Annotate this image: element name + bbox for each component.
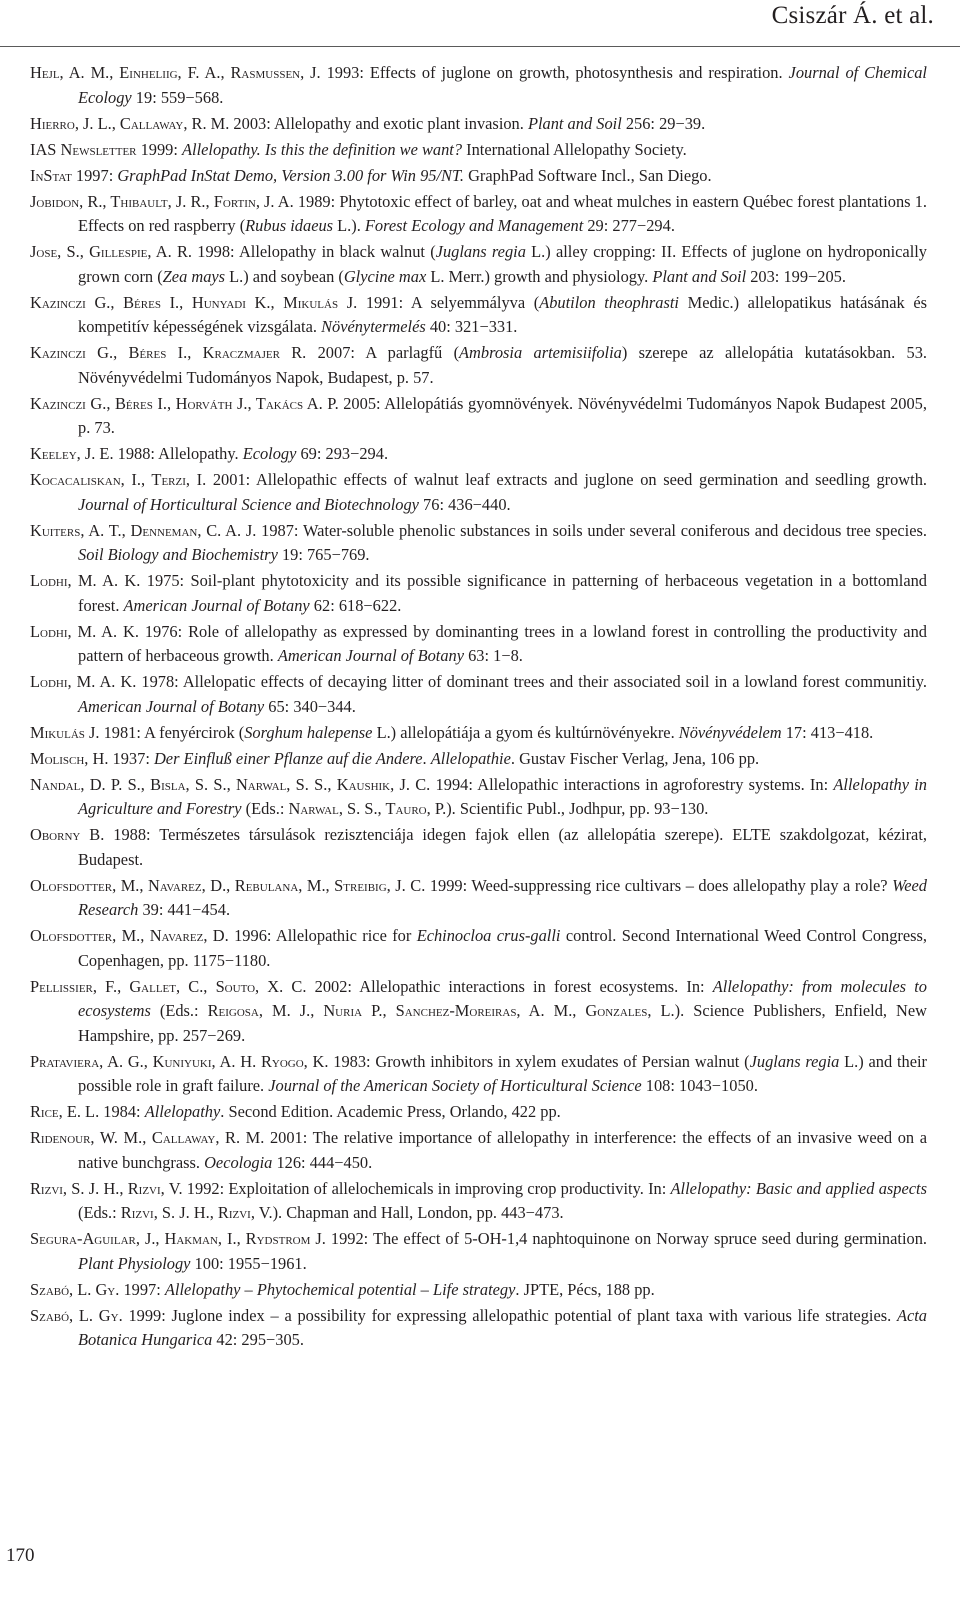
reference-text: 17: 413−418. [781,722,874,742]
reference-text: 2003: Allelopathy and exotic plant invasion. [229,113,528,133]
reference-text: L.). [333,216,365,235]
reference-text: . Gustav Fischer Verlag, Jena, 106 pp. [510,748,760,768]
reference-authors: Kocacaliskan, I., Terzi, I. [30,470,207,489]
reference-entry [30,164,927,189]
reference-italic: Weed Research [78,875,928,919]
reference-text: 203: 199−205. [746,266,846,286]
reference-text: 1994: Allelopathic interactions in agroforestry systems. In: [430,774,834,794]
reference-text: 1991: A selyemmályva ( [357,292,540,312]
reference-entry [30,874,927,923]
reference-italic: Allelopathy – Phytochemical potential – Life strategy [164,1279,516,1299]
reference-entry [30,620,927,669]
reference-authors: IAS Newsletter [30,139,137,159]
reference-text: 39: 441−454. [138,900,231,919]
reference-text: L. Merr.) growth and physiology. [426,266,653,286]
reference-authors: Kuiters, A. T., Denneman, C. A. J. [30,520,257,540]
reference-authors: Olofsdotter, M., Navarez, D., Rebulana, M., Streibig, J. C. [30,875,426,895]
reference-italic: Ecology [242,444,297,463]
reference-authors: Rice, E. L. [30,1102,100,1121]
reference-list [30,61,927,1354]
reference-text: 1998: Allelopathy in black walnut ( [192,242,436,261]
reference-text: 2001: The relative importance of allelopathy in interference: the effects of an invasive weed on a native bunchgrass. [78,1128,927,1172]
reference-entry [30,670,927,719]
reference-entry [30,240,927,289]
reference-authors: Ridenour, W. M., Callaway, R. M. [30,1128,265,1147]
reference-entry [30,1227,927,1276]
reference-authors: Kazinczi G., Béres I., Hunyadi K., Mikulás J. [30,292,358,312]
reference-text: 100: 1955−1961. [190,1253,307,1273]
reference-text: L.) allelopátiája a gyom és kultúrnövényekre. [372,722,679,742]
reference-text: 108: 1043−1050. [641,1076,758,1095]
reference-text: . JPTE, Pécs, 188 pp. [515,1279,655,1299]
reference-italic: Allelopathy: Basic and applied aspects [670,1178,927,1198]
reference-text: 40: 321−331. [425,317,518,336]
reference-authors: Szabó, L. Gy. [30,1279,120,1299]
reference-italic: American Journal of Botany [277,646,464,665]
reference-text: 1975: Soil-plant phytotoxicity and its possible significance in patterning of herbaceous vegetation in a bottomland forest. [78,571,927,615]
reference-text: . Second Edition. Academic Press, Orlando, 422 pp. [220,1102,561,1121]
reference-entry [30,61,927,110]
reference-text: 1997: [119,1279,165,1299]
reference-entry [30,1126,927,1175]
reference-text: 1937: [108,748,154,768]
reference-text: 1988: Természetes társulások rezisztenciája idegen fajok ellen (az allelopátia szerepe). ELTE szakdolgozat, kézirat, Budapest. [78,825,927,869]
reference-text: ). Chapman and Hall, London, pp. 443−473. [272,1203,564,1222]
reference-entry [30,721,927,746]
reference-italic: Abutilon theophrasti [539,292,679,312]
reference-text: 1996: Allelopathic rice for [228,926,417,945]
reference-text: 256: 29−39. [621,113,706,133]
reference-text: L.) and soybean ( [225,266,344,286]
reference-italic: Echinocloa crus-galli [416,926,561,945]
reference-italic: Ambrosia artemisiifolia [459,343,622,362]
reference-text: 19: 559−568. [131,87,224,107]
reference-italic: American Journal of Botany [78,696,265,716]
reference-italic: Der Einfluß einer Pflanze auf die Andere [153,748,423,768]
reference-text: 1978: Allelopatic effects of decaying litter of dominant trees and their associated soil in a lowland forest communitiy. [136,672,927,691]
reference-text: 2001: Allelopathic effects of walnut leaf extracts and juglone on seed germination and seedling growth. [206,470,927,489]
reference-text: L.) and their possible role in graft failure. [78,1051,927,1095]
page-number: 170 [6,1545,35,1566]
reference-entry [30,112,927,137]
reference-entry [30,341,927,390]
reference-entry [30,1050,927,1099]
reference-authors: Narwal, S. S., Tauro, P. [288,799,447,818]
reference-text: 1999: [136,139,183,159]
reference-entry [30,823,927,872]
reference-authors: Keeley, J. E. [30,444,114,463]
reference-authors: Nandal, D. P. S., Bisla, S. S., Narwal, S. S., Kaushik, J. C. [30,774,431,794]
reference-entry [30,747,927,772]
reference-text: 2005: Allelopátiás gyomnövények. Növényvédelmi Tudományos Napok Budapest 2005, p. 73. [78,393,927,437]
reference-entry [30,773,927,822]
reference-authors: Hejl, A. M., Einheliig, F. A., Rasmussen, J. [30,63,321,82]
reference-italic: Soil Biology and Biochemistry [78,545,278,564]
reference-text: . [422,748,431,768]
reference-text: (Eds.: [241,799,289,818]
reference-italic: Forest Ecology and Management [364,216,584,235]
reference-italic: Glycine max [343,266,427,286]
reference-authors: Molisch, H. [30,748,109,768]
reference-italic: GraphPad InStat Demo, Version 3.00 for Win 95/NT. [117,165,464,185]
reference-text: 29: 277−294. [583,216,675,235]
reference-italic: Oecologia [204,1152,273,1172]
reference-italic: American Journal of Botany [123,595,310,615]
reference-authors: Olofsdotter, M., Navarez, D. [30,926,229,945]
reference-entry [30,1278,927,1303]
reference-italic: Journal of Chemical Ecology [78,63,927,107]
reference-entry [30,468,927,517]
reference-entry [30,519,927,568]
reference-text: 1999: Juglone index – a possibility for expressing allelopathic potential of plant taxa with various life strategies. [122,1305,897,1325]
reference-authors: Rizvi, S. J. H., Rizvi, V. [120,1203,273,1222]
reference-italic: Allelopathy in Agriculture and Forestry [78,774,928,818]
reference-authors: Reigosa, M. J., Nuria P., Sanchez-Moreiras, A. M., Gonzales, L. [207,1001,675,1020]
reference-text: Medic.) allelopatikus hatásának és kompetitív képességének vizsgálata. [78,292,927,336]
reference-text: 65: 340−344. [264,696,356,716]
reference-text: 1987: Water-soluble phenolic substances in soils under several coniferous and decidous tree species. [256,520,927,540]
reference-text: 1992: Exploitation of allelochemicals in improving crop productivity. In: [182,1178,671,1198]
reference-authors: Prataviera, A. G., Kuniyuki, A. H. Ryogo, K. [30,1051,329,1071]
reference-italic: Zea mays [162,266,226,286]
reference-authors: Szabó, L. Gy. [30,1305,123,1325]
running-head: Csiszár Á. et al. [771,2,934,29]
reference-text: 1993: Effects of juglone on growth, photosynthesis and respiration. [320,63,789,82]
reference-italic: Plant and Soil [652,266,747,286]
reference-authors: Jobidon, R., Thibault, J. R., Fortin, J. A. [30,191,294,211]
reference-text: ) szerepe az allelopátia kutatásokban. 53. Növényvédelmi Tudományos Napok, Budapest, p. 57. [78,343,927,387]
reference-text: 19: 765−769. [277,545,370,564]
reference-entry [30,1177,927,1226]
reference-text: 69: 293−294. [296,444,389,463]
reference-text: International Allelopathy Society. [462,139,687,159]
reference-text: control. Second International Weed Control Congress, Copenhagen, pp. 1175−1180. [78,926,927,970]
reference-italic: Rubus idaeus [245,216,334,235]
reference-text: 1983: Growth inhibitors in xylem exudates of Persian walnut ( [328,1051,750,1071]
reference-italic: Allelopathy [144,1102,221,1121]
reference-text: 1999: Weed-suppressing rice cultivars – does allelopathy play a role? [425,875,893,895]
reference-text: 126: 444−450. [272,1152,373,1172]
reference-entry [30,569,927,618]
reference-entry [30,190,927,239]
reference-italic: Acta Botanica Hungarica [78,1305,928,1349]
reference-italic: Növénytermelés [321,317,426,336]
reference-italic: Növényvédelem [678,722,782,742]
reference-authors: Jose, S., Gillespie, A. R. [30,242,193,261]
reference-authors: InStat [30,165,72,185]
header-rule [0,46,960,47]
reference-text: 1976: Role of allelopathy as expressed by dominanting trees in a lowland forest in controlling the productivity and pattern of herbaceous growth. [78,621,927,665]
reference-entry [30,392,927,441]
reference-authors: Oborny B. [30,825,105,844]
reference-entry [30,138,927,163]
reference-authors: Lodhi, M. A. K. [30,672,137,691]
reference-text: 62: 618−622. [309,595,402,615]
reference-authors: Lodhi, M. A. K. [30,571,141,590]
reference-authors: Hierro, J. L., Callaway, R. M. [30,113,230,133]
reference-entry [30,975,927,1049]
reference-entry [30,442,927,467]
reference-text: 76: 436−440. [418,494,511,514]
reference-authors: Mikulás J. [30,722,100,742]
reference-authors: Rizvi, S. J. H., Rizvi, V. [30,1178,183,1198]
reference-text: 63: 1−8. [464,646,523,665]
reference-italic: Plant Physiology [78,1253,191,1273]
reference-entry [30,1304,927,1353]
reference-authors: Segura-Aguilar, J., Hakman, I., Rydstrom J. [30,1229,326,1248]
reference-text: 1989: Phytotoxic effect of barley, oat and wheat mulches in eastern Québec forest plantations 1. Effects on red raspberry ( [78,191,927,235]
reference-italic: Plant and Soil [527,113,622,133]
reference-entry [30,1100,927,1125]
reference-entry [30,924,927,973]
reference-authors: Kazinczi G., Béres I., Kraczmajer R. [30,343,307,362]
reference-text: GraphPad Software Incl., San Diego. [463,165,712,185]
reference-text: 2002: Allelopathic interactions in forest ecosystems. In: [306,976,713,996]
reference-italic: Journal of Horticultural Science and Biotechnology [78,494,419,514]
reference-text: 1997: [71,165,118,185]
reference-authors: Pellissier, F., Gallet, C., Souto, X. C. [30,976,307,996]
reference-italic: Sorghum halepense [244,722,373,742]
reference-text: 1988: Allelopathy. [113,444,243,463]
reference-text: 1992: The effect of 5-OH-1,4 naphtoquinone on Norway spruce seed during germination. [325,1229,927,1248]
reference-italic: Journal of the American Society of Horticultural Science [268,1076,642,1095]
reference-text: 1981: A fenyércirok ( [99,722,245,742]
reference-text: (Eds.: [78,1203,121,1222]
reference-text: 1984: [99,1102,145,1121]
reference-authors: Lodhi, M. A. K. [30,621,139,641]
reference-italic: Allelopathie [430,748,511,768]
reference-text: ). Scientific Publ., Jodhpur, pp. 93−130. [446,799,709,818]
reference-italic: Juglans regia [435,242,526,261]
reference-italic: Juglans regia [749,1051,840,1071]
reference-entry [30,291,927,340]
reference-text: 2007: A parlagfű ( [306,343,460,362]
reference-text: L.) alley cropping: II. Effects of juglone on hydroponically grown corn ( [78,242,927,286]
reference-italic: Allelopathy: from molecules to ecosystems [78,976,927,1020]
reference-italic: Allelopathy. Is this the definition we want? [182,139,463,159]
reference-text: 42: 295−305. [212,1330,304,1349]
reference-text: (Eds.: [150,1001,208,1020]
reference-text: ). Science Publishers, Enfield, New Hampshire, pp. 257−269. [78,1001,927,1045]
reference-authors: Kazinczi G., Béres I., Horváth J., Takács A. P. [30,393,339,413]
